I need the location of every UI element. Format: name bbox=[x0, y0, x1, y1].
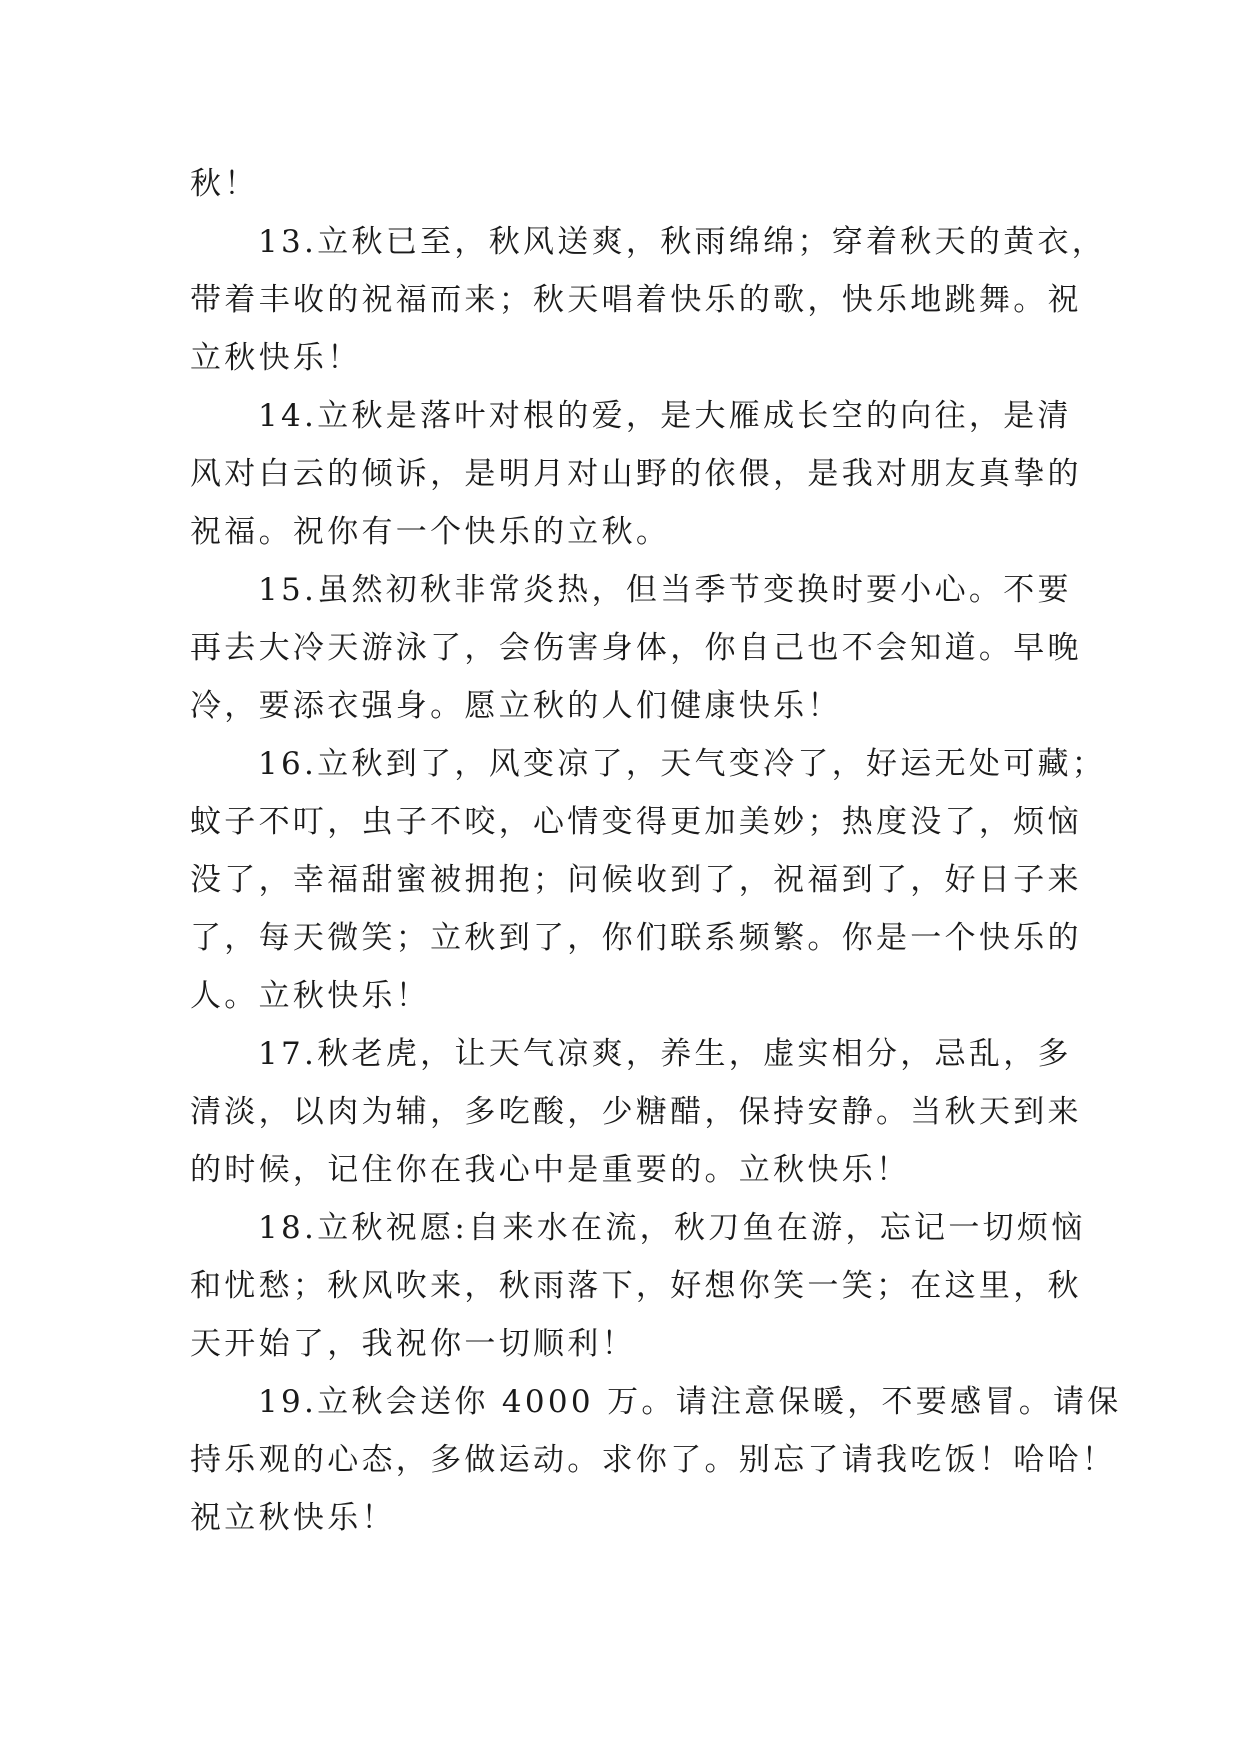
text-line: 和忧愁；秋风吹来，秋雨落下，好想你笑一笑；在这里，秋 bbox=[190, 1268, 1082, 1304]
text-line: 风对白云的倾诉，是明月对山野的依偎，是我对朋友真挚的 bbox=[190, 456, 1082, 492]
text-line: 清淡，以肉为辅，多吃酸，少糖醋，保持安静。当秋天到来 bbox=[190, 1094, 1082, 1130]
text-line: 立秋快乐！ bbox=[190, 340, 362, 376]
text-line: 祝立秋快乐！ bbox=[190, 1500, 396, 1536]
text-line: 蚊子不叮，虫子不咬，心情变得更加美妙；热度没了，烦恼 bbox=[190, 804, 1082, 840]
text-line: 祝福。祝你有一个快乐的立秋。 bbox=[190, 514, 671, 550]
paragraph-start-15: 15.虽然初秋非常炎热，但当季节变换时要小心。不要 bbox=[258, 572, 1072, 608]
text-line: 冷，要添衣强身。愿立秋的人们健康快乐！ bbox=[190, 688, 842, 724]
text-line: 的时候，记住你在我心中是重要的。立秋快乐！ bbox=[190, 1152, 911, 1188]
text-line: 持乐观的心态，多做运动。求你了。别忘了请我吃饭！哈哈！ bbox=[190, 1442, 1117, 1478]
text-line: 天开始了，我祝你一切顺利！ bbox=[190, 1326, 636, 1362]
paragraph-start-18: 18.立秋祝愿:自来水在流，秋刀鱼在游，忘记一切烦恼 bbox=[258, 1210, 1086, 1246]
document-body bbox=[190, 155, 1122, 1547]
paragraph-start-13: 13.立秋已至，秋风送爽，秋雨绵绵；穿着秋天的黄衣， bbox=[258, 224, 1107, 260]
text-line: 再去大冷天游泳了，会伤害身体，你自己也不会知道。早晚 bbox=[190, 630, 1082, 666]
text-line: 带着丰收的祝福而来；秋天唱着快乐的歌，快乐地跳舞。祝 bbox=[190, 282, 1082, 318]
paragraph-start-14: 14.立秋是落叶对根的爱，是大雁成长空的向往，是清 bbox=[258, 398, 1072, 434]
text-line: 没了，幸福甜蜜被拥抱；问候收到了，祝福到了，好日子来 bbox=[190, 862, 1082, 898]
text-line: 了，每天微笑；立秋到了，你们联系频繁。你是一个快乐的 bbox=[190, 920, 1082, 956]
paragraph-start-17: 17.秋老虎，让天气凉爽，养生，虚实相分，忌乱，多 bbox=[258, 1036, 1072, 1072]
text-line: 人。立秋快乐！ bbox=[190, 978, 431, 1014]
text-line: 秋！ bbox=[190, 166, 259, 202]
paragraph-start-19: 19.立秋会送你 4000 万。请注意保暖，不要感冒。请保 bbox=[258, 1384, 1122, 1420]
paragraph-start-16: 16.立秋到了，风变凉了，天气变冷了，好运无处可藏； bbox=[258, 746, 1107, 782]
